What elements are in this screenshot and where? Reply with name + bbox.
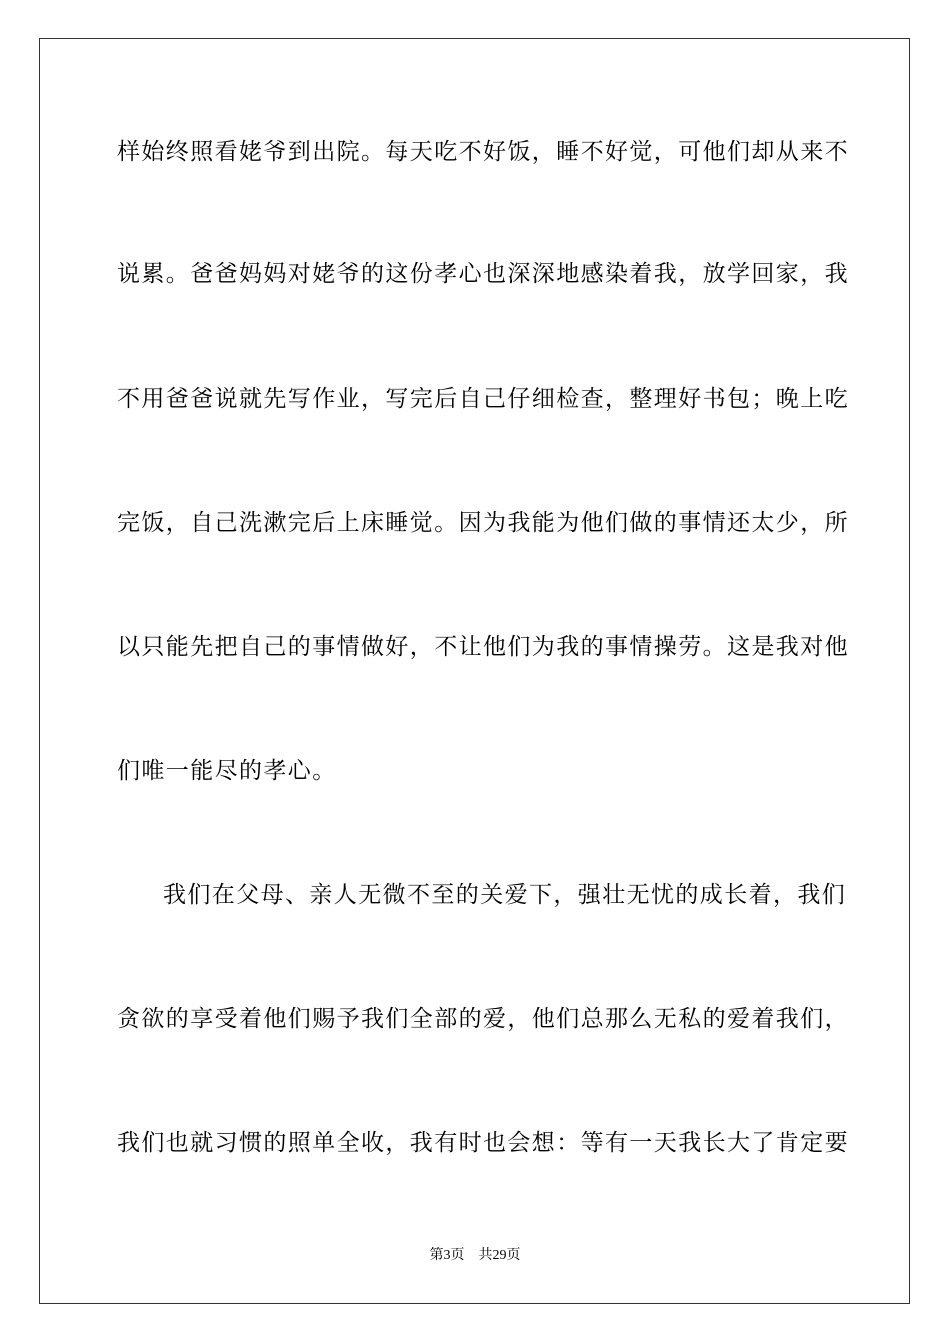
text-line-4: 完饭，自己洗漱完后上床睡觉。因为我能为他们做的事情还太少，所 (117, 510, 849, 536)
text-line-3: 不用爸爸说就先写作业，写完后自己仔细检查，整理好书包；晚上吃 (117, 386, 849, 412)
text-line-5: 以只能先把自己的事情做好，不让他们为我的事情操劳。这是我对他 (117, 634, 849, 660)
page-number-current: 第3页 (429, 1248, 465, 1263)
text-line-8: 贪欲的享受着他们赐予我们全部的爱，他们总那么无私的爱着我们， (117, 1006, 849, 1032)
text-line-9: 我们也就习惯的照单全收，我有时也会想：等有一天我长大了肯定要 (117, 1130, 849, 1156)
page-border (39, 38, 910, 1304)
page-footer (0, 1247, 950, 1265)
page-number-total: 共29页 (478, 1248, 521, 1263)
text-line-2: 说累。爸爸妈妈对姥爷的这份孝心也深深地感染着我，放学回家，我 (117, 261, 849, 287)
text-line-7: 我们在父母、亲人无微不至的关爱下，强壮无忧的成长着，我们 (163, 882, 847, 908)
text-line-1: 样始终照看姥爷到出院。每天吃不好饭，睡不好觉，可他们却从来不 (117, 139, 849, 165)
text-line-6: 们唯一能尽的孝心。 (117, 758, 337, 784)
